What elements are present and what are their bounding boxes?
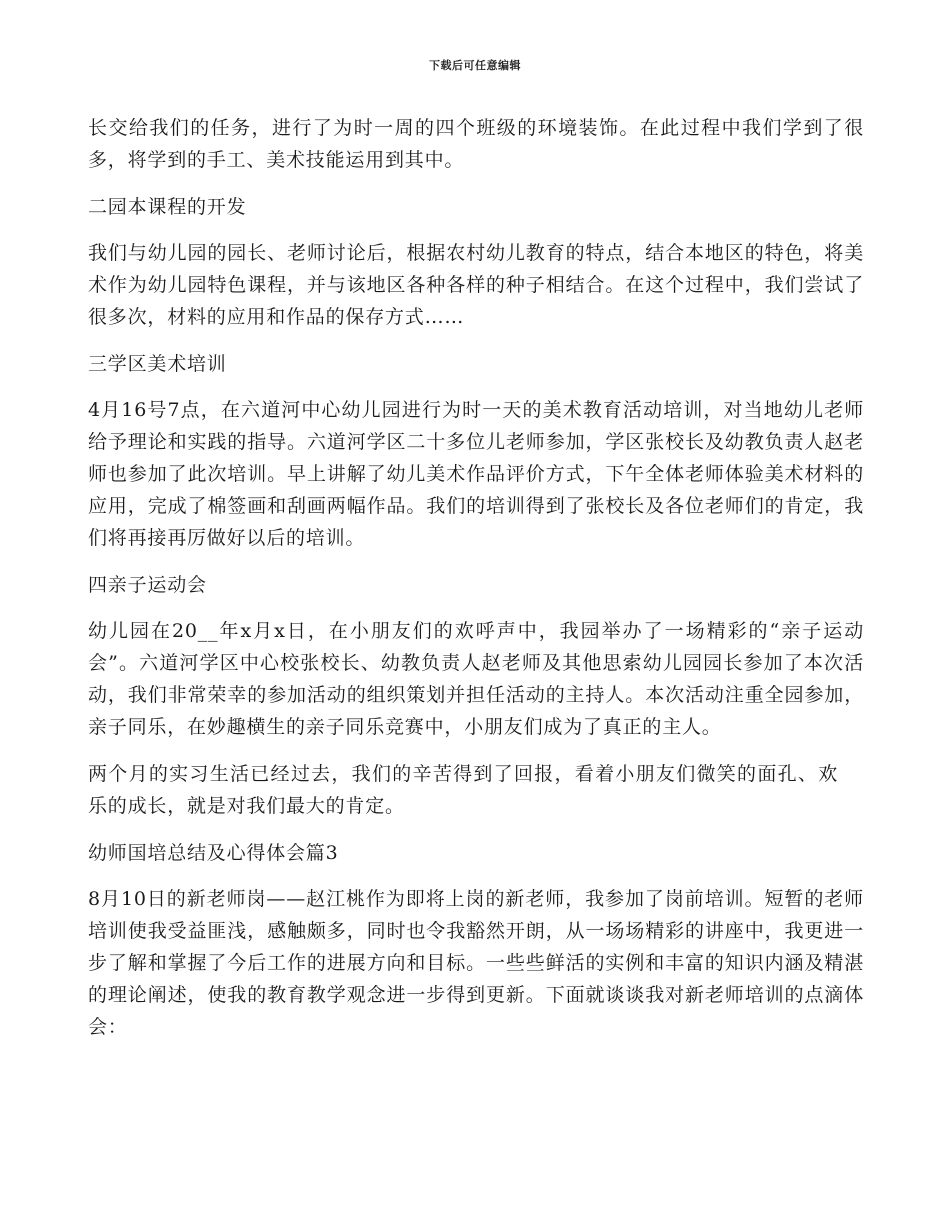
- paragraph-environment-decoration: 长交给我们的任务，进行了为时一周的四个班级的环境装饰。在此过程中我们学到了很多，将学到的手工、美术技能运用到其中。: [88, 117, 864, 171]
- section-heading-article-3: 幼师国培总结及心得体会篇3: [88, 842, 339, 864]
- section-heading-art-training: 三学区美术培训: [88, 353, 227, 375]
- section-heading-curriculum: 二园本课程的开发: [88, 196, 247, 218]
- paragraph-new-teacher-training: 8月10日的新老师岗——赵江桃作为即将上岗的新老师，我参加了岗前培训。短暂的老师培训使我受益匪浅，感触颇多，同时也令我豁然开朗，从一场场精彩的讲座中，我更进一步了解和掌握了今后工作的进展方向和目标。一些些鲜活的实例和丰富的知识内涵及精湛的理论阐述，使我的教育教学观念进一步得到更新。下面就谈谈我对新老师培训的点滴体会：: [88, 888, 864, 1038]
- page-header: 下载后可任意编辑: [429, 59, 521, 72]
- section-heading-sports-meet: 四亲子运动会: [88, 574, 207, 596]
- paragraph-curriculum: 我们与幼儿园的园长、老师讨论后，根据农村幼儿教育的特点，结合本地区的特色，将美术作为幼儿园特色课程，并与该地区各种各样的种子相结合。在这个过程中，我们尝试了很多次，材料的应用和作品的保存方式……: [88, 242, 864, 328]
- paragraph-art-training: 4月16号7点，在六道河中心幼儿园进行为时一天的美术教育活动培训，对当地幼儿老师给予理论和实践的指导。六道河学区二十多位儿老师参加，学区张校长及幼教负责人赵老师也参加了此次培训。早上讲解了幼儿美术作品评价方式，下午全体老师体验美术材料的应用，完成了棉签画和刮画两幅作品。我们的培训得到了张校长及各位老师们的肯定，我们将再接再厉做好以后的培训。: [88, 399, 864, 549]
- document-body: [88, 112, 864, 1058]
- paragraph-sports-meet: 幼儿园在20__年x月x日，在小朋友们的欢呼声中，我园举办了一场精彩的“亲子运动会”。六道河学区中心校张校长、幼教负责人赵老师及其他思索幼儿园园长参加了本次活动，我们非常荣幸的参加活动的组织策划并担任活动的主持人。本次活动注重全园参加，亲子同乐，在妙趣横生的亲子同乐竞赛中，小朋友们成为了真正的主人。: [88, 620, 864, 738]
- paragraph-internship-summary: 两个月的实习生活已经过去，我们的辛苦得到了回报，看着小朋友们微笑的面孔、欢乐的成长，就是对我们最大的肯定。: [88, 763, 838, 817]
